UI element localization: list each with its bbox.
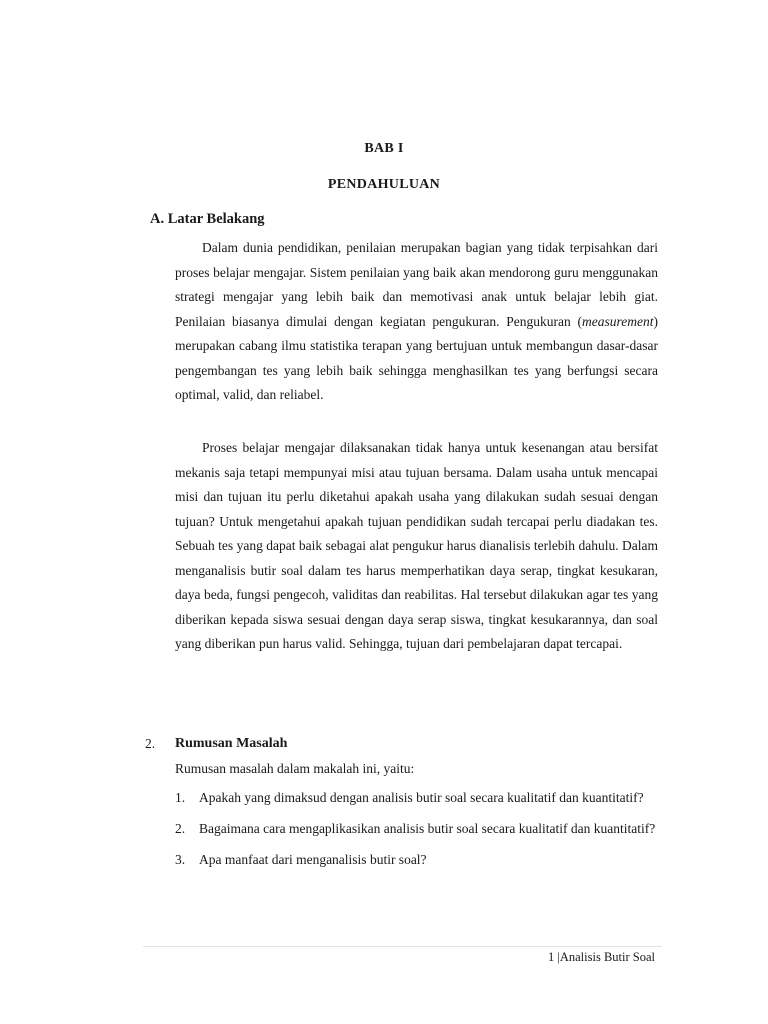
paragraph-1-emphasis: measurement	[582, 313, 654, 329]
list-item-number: 3.	[175, 852, 186, 867]
paragraph-1	[175, 236, 658, 408]
section-heading-latar-belakang: A. Latar Belakang	[150, 211, 265, 227]
list-item-text: Apa manfaat dari menganalisis butir soal?	[199, 852, 427, 867]
list-item	[175, 819, 658, 839]
paragraph-1-part-1: Dalam dunia pendidikan, penilaian merupakan bagian yang tidak terpisahkan dari proses belajar mengajar. Sistem penilaian yang baik akan mendorong guru menggunakan strategi mengajar yang lebih baik dan memotivasi anak untuk belajar lebih giat. Penilaian biasanya dimulai dengan kegiatan pengukuran. Pengukuran (	[175, 240, 658, 329]
list-item	[175, 788, 658, 808]
list-item-text: Apakah yang dimaksud dengan analisis butir soal secara kualitatif dan kuantitatif?	[199, 790, 644, 805]
rumusan-intro: Rumusan masalah dalam makalah ini, yaitu:	[175, 761, 415, 776]
question-list	[175, 788, 658, 881]
list-item-text: Bagaimana cara mengaplikasikan analisis butir soal secara kualitatif dan kuantitatif?	[199, 821, 656, 836]
footer-divider	[143, 946, 662, 947]
section-number-rumusan: 2.	[145, 736, 156, 751]
paragraph-1-part-2: ) merupakan cabang ilmu statistika terapan yang bertujuan untuk membangun dasar-dasar pengembangan tes yang lebih baik sehingga menghasilkan tes yang berfungsi secara optimal, valid, dan reliabel.	[175, 313, 658, 402]
paragraph-2: Proses belajar mengajar dilaksanakan tidak hanya untuk kesenangan atau bersifat mekanis saja tetapi mempunyai misi atau tujuan bersama. Dalam usaha untuk mencapai misi dan tujuan itu perlu diketahui apakah usaha yang dilakukan sudah sesuai dengan tujuan? Untuk mengetahui apakah tujuan pendidikan sudah tercapai perlu diadakan tes. Sebuah tes yang dapat baik sebagai alat pengukur harus dianalisis terlebih dahulu. Dalam menganalisis butir soal dalam tes harus memperhatikan daya serap, tingkat kesukaran, daya beda, fungsi pengecoh, validitas dan reabilitas. Hal tersebut dilakukan agar tes yang diberikan kepada siswa sesuai dengan daya serap siswa, tingkat kesukarannya, dan soal yang diberikan pun harus valid. Sehingga, tujuan dari pembelajaran dapat tercapai.	[175, 440, 658, 651]
list-item-number: 1.	[175, 790, 186, 805]
chapter-title: PENDAHULUAN	[327, 177, 441, 192]
list-item	[175, 850, 658, 870]
chapter-number: BAB I	[364, 141, 404, 156]
list-item-number: 2.	[175, 821, 186, 836]
page-footer: 1 |Analisis Butir Soal	[547, 950, 655, 964]
section-heading-rumusan-masalah: Rumusan Masalah	[175, 736, 288, 751]
